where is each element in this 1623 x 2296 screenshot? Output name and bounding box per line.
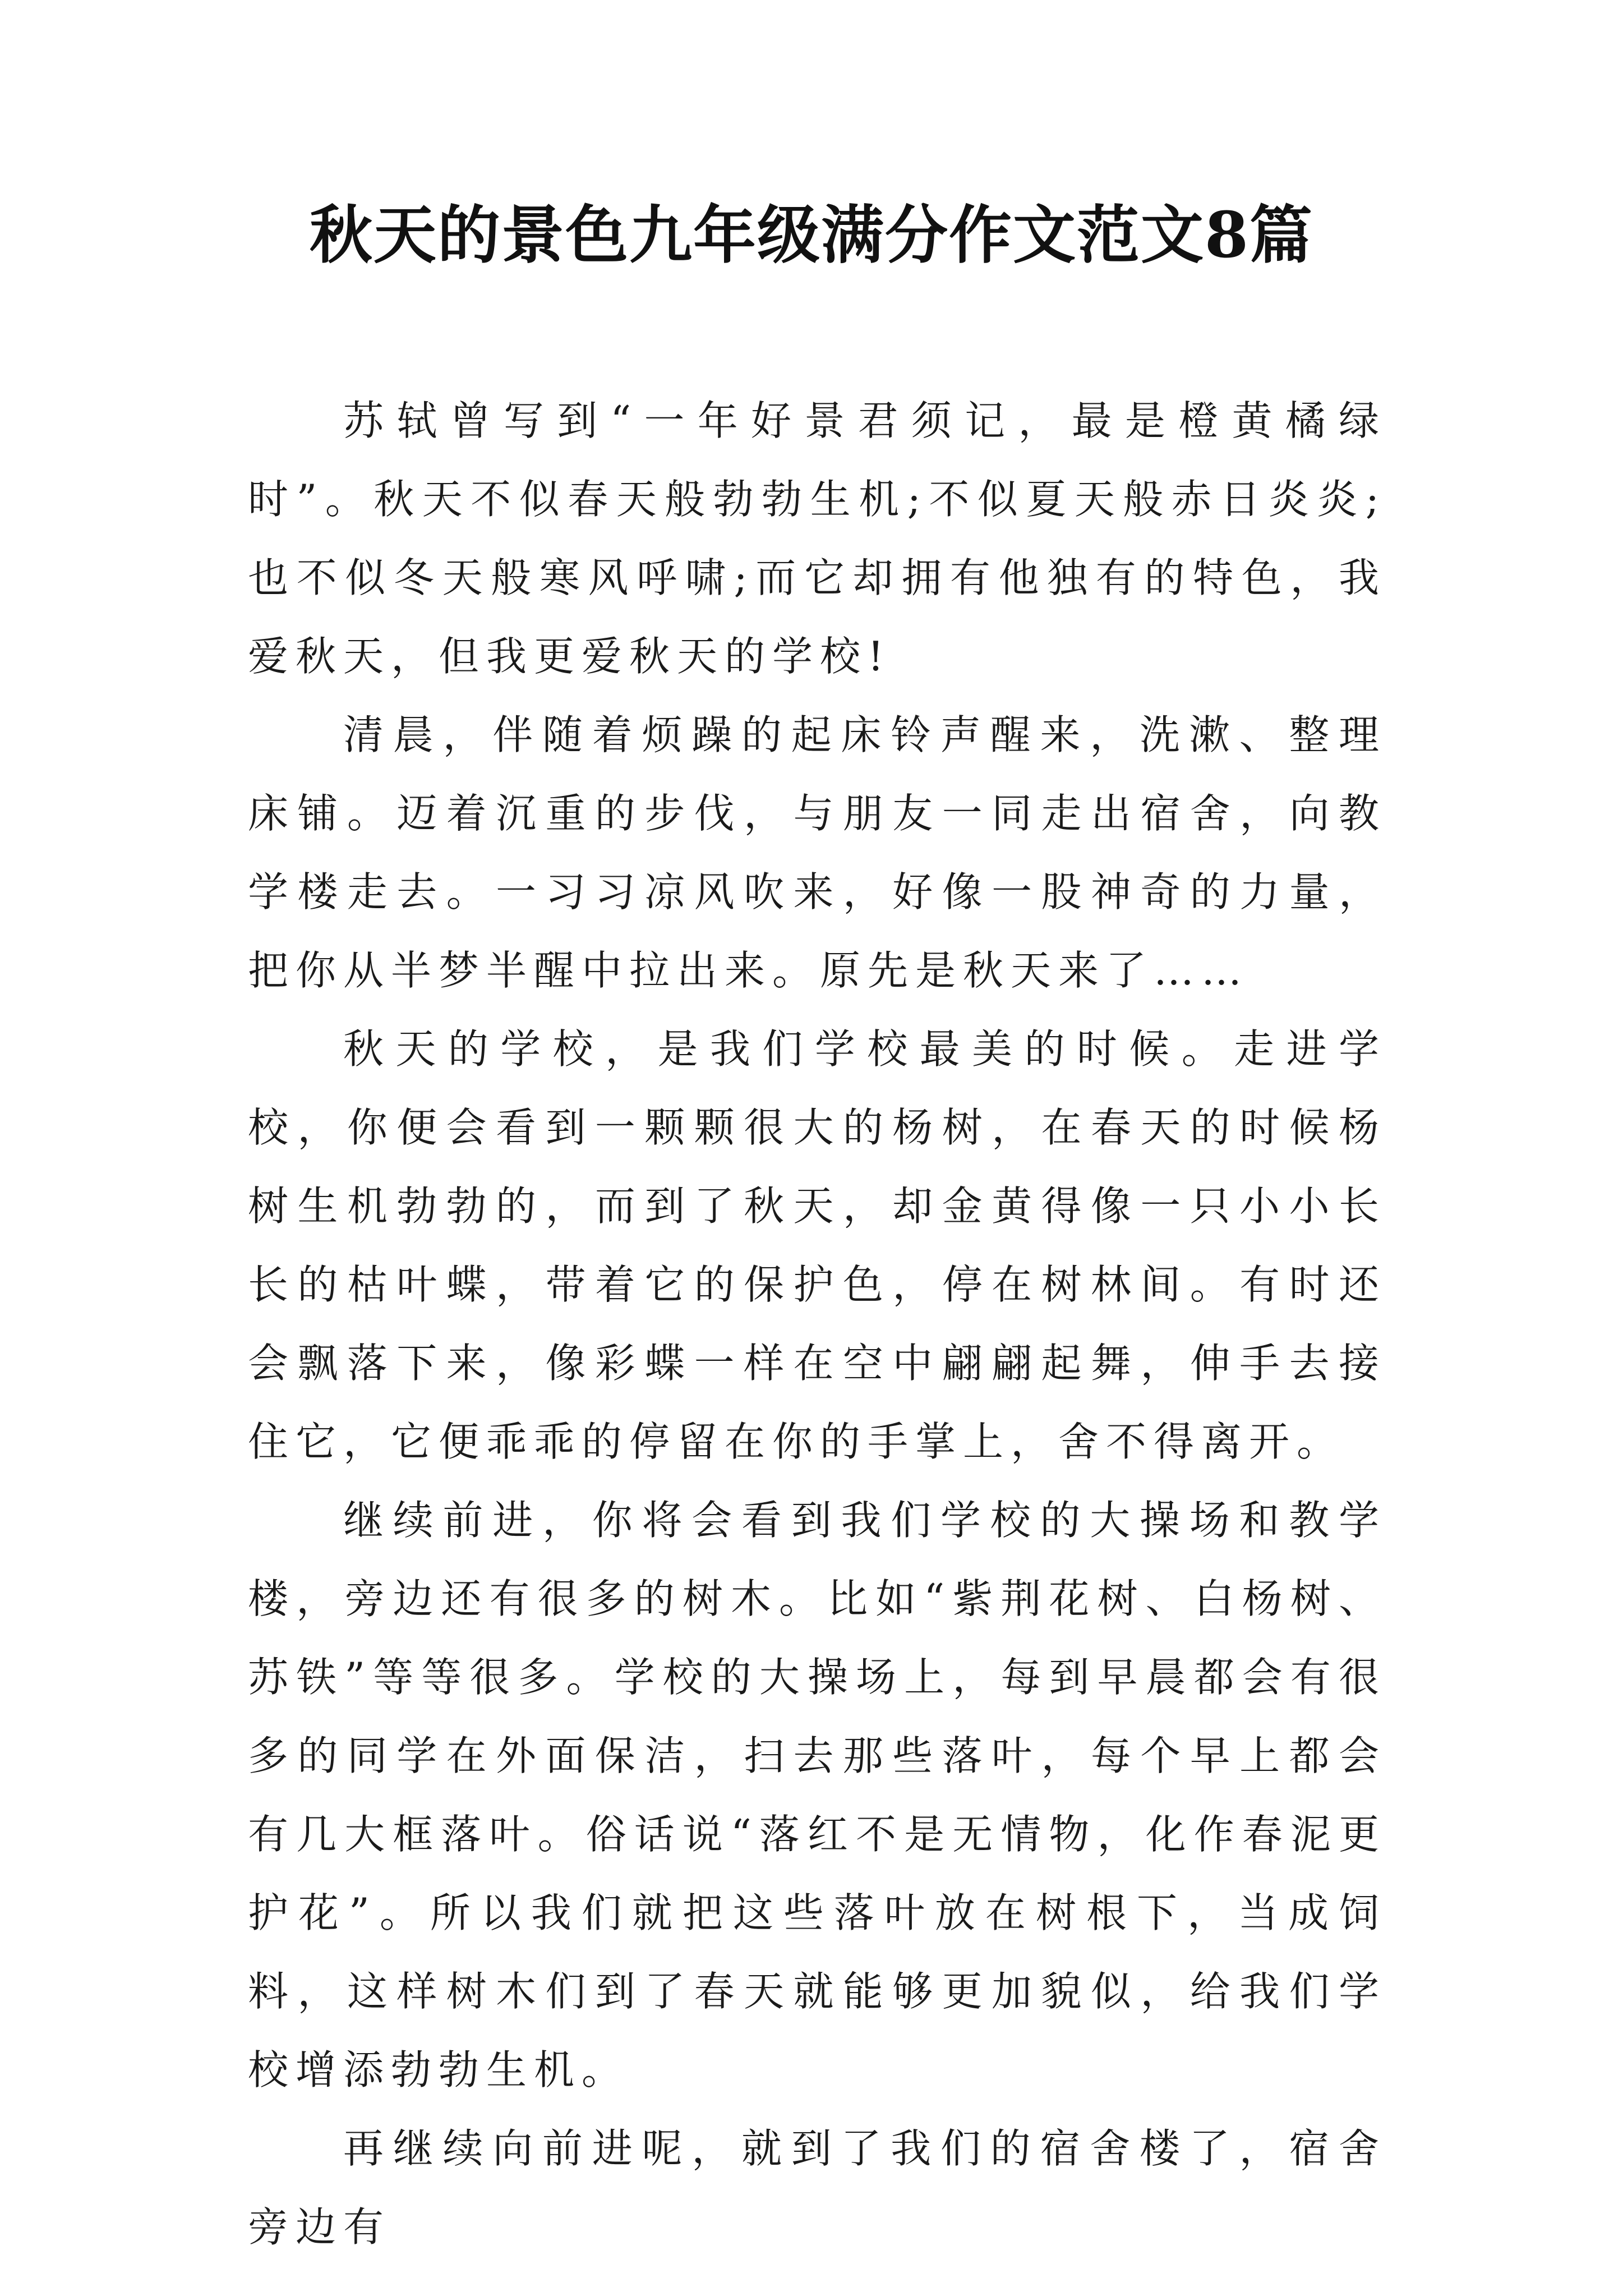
paragraph-1: 苏轼曾写到“一年好景君须记，最是橙黄橘绿时”。秋天不似春天般勃勃生机;不似夏天般赤日炎炎;也不似冬天般寒风呼啸;而它却拥有他独有的特色，我爱秋天，但我更爱秋天的学校! [248,397,1386,680]
paragraph-5: 再继续向前进呢，就到了我们的宿舍楼了，宿舍旁边有 [248,2125,1386,2251]
document-title: 秋天的景色九年级满分作文范文8篇 [310,199,1313,272]
paragraph-3: 秋天的学校，是我们学校最美的时候。走进学校，你便会看到一颗颗很大的杨树，在春天的时候杨树生机勃勃的，而到了秋天，却金黄得像一只小小长长的枯叶蝶，带着它的保护色，停在树林间。有时还会飘落下来，像彩蝶一样在空中翩翩起舞，伸手去接住它，它便乖乖的停留在你的手掌上，舍不得离开。 [248,1025,1386,1465]
paragraph-2: 清晨，伴随着烦躁的起床铃声醒来，洗漱、整理床铺。迈着沉重的步伐，与朋友一同走出宿舍，向教学楼走去。一习习凉风吹来，好像一股神奇的力量，把你从半梦半醒中拉出来。原先是秋天来了…… [248,711,1386,994]
paragraph-4: 继续前进，你将会看到我们学校的大操场和教学楼，旁边还有很多的树木。比如“紫荆花树、白杨树、苏铁”等等很多。学校的大操场上，每到早晨都会有很多的同学在外面保洁，扫去那些落叶，每个早上都会有几大框落叶。俗话说“落红不是无情物，化作春泥更护花”。所以我们就把这些落叶放在树根下，当成饲料，这样树木们到了春天就能够更加貌似，给我们学校增添勃勃生机。 [248,1497,1386,2093]
document-body [248,381,1386,2266]
